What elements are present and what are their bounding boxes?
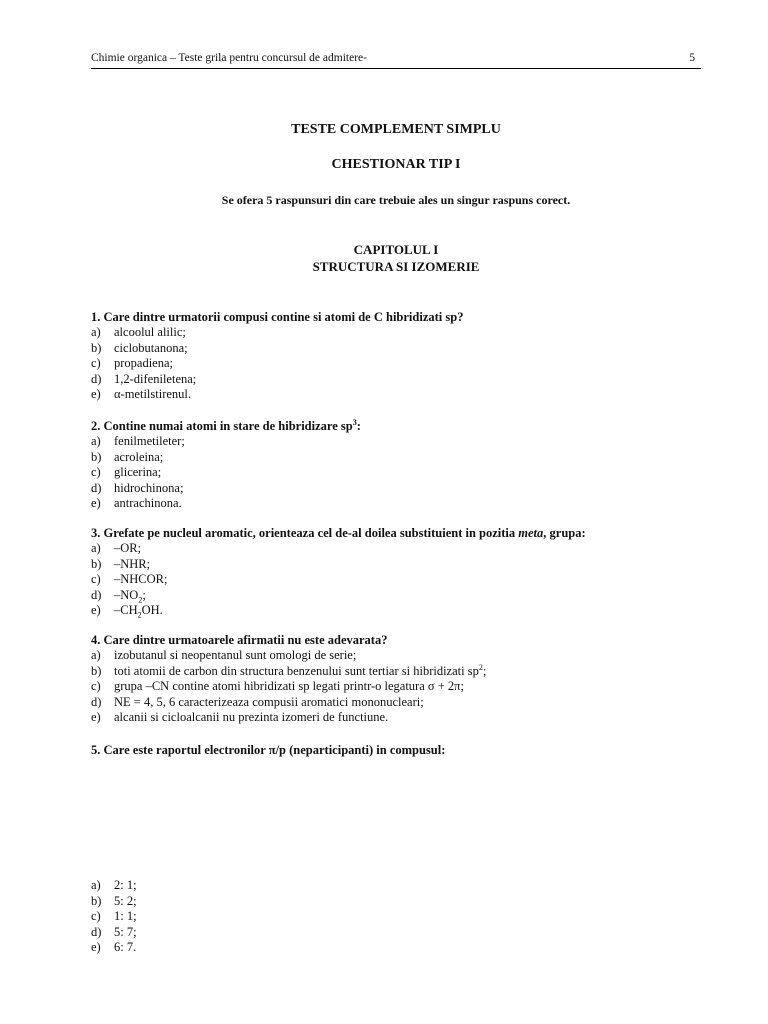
option-letter: d)	[91, 371, 102, 386]
question-text: Care este raportul electronilor π/p (neparticipanti) in compusul:	[103, 743, 446, 757]
question-4	[91, 632, 711, 726]
option-letter: b)	[91, 893, 102, 908]
option-text: alcanii si cicloalcanii nu prezinta izomeri de functiune.	[114, 710, 389, 724]
answer-option	[91, 372, 711, 388]
option-letter: e)	[91, 496, 101, 510]
option-text: glicerina;	[114, 465, 162, 479]
header-title: Chimie organica – Teste grila pentru concursul de admitere-	[91, 52, 367, 64]
option-text: antrachinona.	[114, 496, 182, 510]
option-letter: a)	[91, 434, 101, 448]
question-number: 4.	[91, 633, 101, 647]
option-letter: a)	[91, 878, 101, 892]
answer-option	[91, 664, 711, 680]
answer-option	[91, 356, 711, 372]
option-letter: c)	[91, 909, 101, 923]
question-2	[91, 418, 711, 512]
answer-option	[91, 878, 137, 894]
option-text: –NHR;	[114, 556, 151, 571]
chapter-label: CAPITOLUL I	[353, 242, 439, 257]
option-letter: c)	[91, 356, 101, 370]
answer-option	[91, 496, 711, 512]
answer-option	[91, 387, 711, 403]
chapter-heading	[91, 241, 701, 275]
answer-option	[91, 481, 711, 497]
option-text: fenilmetileter;	[114, 434, 185, 448]
option-text: –CH	[114, 603, 138, 617]
answer-option	[91, 648, 711, 664]
option-letter: a)	[91, 325, 101, 339]
question-text: Care dintre urmatorii compusi contine si atomi de C hibridizati sp?	[103, 310, 464, 324]
option-letter: a)	[91, 541, 101, 555]
answer-option	[91, 603, 711, 619]
question-number: 5.	[91, 743, 101, 757]
subscript: 2	[138, 595, 143, 604]
option-text: –NHCOR;	[114, 572, 168, 586]
option-letter: d)	[91, 480, 102, 495]
option-letter: b)	[91, 556, 102, 571]
italic-word: meta	[518, 526, 544, 540]
superscript: 2	[478, 662, 483, 672]
option-letter: a)	[91, 648, 101, 662]
question-text: Care dintre urmatoarele afirmatii nu este adevarata?	[103, 633, 388, 647]
option-letter: c)	[91, 572, 101, 586]
question-title	[91, 309, 711, 325]
question-3	[91, 525, 711, 619]
option-text: 1: 1;	[114, 909, 137, 923]
option-text: 1,2-difeniletena;	[114, 371, 197, 386]
option-letter: b)	[91, 663, 102, 678]
page-header	[91, 52, 701, 69]
option-text: alcoolul alilic;	[114, 325, 186, 339]
answer-option	[91, 572, 711, 588]
main-title: TESTE COMPLEMENT SIMPLU	[291, 122, 501, 137]
question-text: Contine numai atomi in stare de hibridizare sp	[103, 419, 353, 433]
option-text: izobutanul si neopentanul sunt omologi de serie;	[114, 648, 357, 662]
answer-option	[91, 925, 137, 941]
option-letter: e)	[91, 387, 101, 401]
option-text: NE = 4, 5, 6 caracterizeaza compusii aromatici mononucleari;	[114, 694, 424, 709]
answer-option	[91, 557, 711, 573]
option-text: grupa –CN contine atomi hibridizati sp legati printr-o legatura σ + 2π;	[114, 679, 464, 693]
chapter-title: STRUCTURA SI IZOMERIE	[312, 259, 480, 274]
page-number: 5	[689, 52, 695, 64]
question-title	[91, 418, 711, 434]
answer-option	[91, 940, 137, 956]
option-letter: c)	[91, 465, 101, 479]
question-1	[91, 309, 711, 403]
answer-option	[91, 588, 711, 604]
option-text: toti atomii de carbon din structura benzenului sunt tertiar si hibridizati sp	[114, 663, 479, 678]
question-5	[91, 742, 711, 758]
question-title	[91, 632, 711, 648]
question-number: 3.	[91, 526, 101, 540]
option-letter: d)	[91, 587, 102, 602]
option-letter: b)	[91, 449, 102, 464]
answer-option	[91, 325, 711, 341]
question-5-options	[91, 878, 137, 956]
option-letter: b)	[91, 340, 102, 355]
subscript: 2	[137, 610, 142, 620]
answer-option	[91, 894, 137, 910]
sub-title: CHESTIONAR TIP I	[331, 157, 461, 172]
instruction: Se ofera 5 raspunsuri din care trebuie ales un singur raspuns corect.	[221, 193, 571, 207]
answer-option	[91, 541, 711, 557]
answer-option	[91, 909, 137, 925]
answer-option	[91, 341, 711, 357]
option-text: α-metilstirenul.	[114, 387, 192, 401]
option-text-end: ;	[142, 587, 146, 602]
option-letter: e)	[91, 603, 101, 617]
question-title	[91, 742, 711, 758]
answer-option	[91, 679, 711, 695]
option-text: –NO	[114, 587, 139, 602]
question-text: Grefate pe nucleul aromatic, orienteaza cel de-al doilea substituient in pozitia	[103, 526, 519, 540]
option-text: hidrochinona;	[114, 480, 184, 495]
answer-option	[91, 434, 711, 450]
option-text: acroleina;	[114, 449, 164, 464]
option-text: 5: 7;	[114, 924, 137, 939]
option-text: propadiena;	[114, 356, 174, 370]
option-letter: c)	[91, 679, 101, 693]
option-letter: e)	[91, 940, 101, 954]
option-text-end: OH.	[141, 603, 163, 617]
option-letter: e)	[91, 710, 101, 724]
option-text-end: ;	[482, 663, 487, 678]
option-text: 5: 2;	[114, 893, 137, 908]
answer-option	[91, 695, 711, 711]
option-text: –OR;	[114, 541, 142, 555]
question-number: 2.	[91, 419, 101, 433]
superscript: 3	[352, 417, 357, 427]
option-text: ciclobutanona;	[114, 340, 188, 355]
answer-option	[91, 465, 711, 481]
question-text-end: , grupa:	[543, 526, 586, 540]
option-text: 6: 7.	[114, 940, 137, 954]
question-number: 1.	[91, 310, 101, 324]
question-text-end: :	[356, 419, 361, 433]
answer-option	[91, 450, 711, 466]
option-letter: d)	[91, 694, 102, 709]
answer-option	[91, 710, 711, 726]
option-letter: d)	[91, 924, 102, 939]
option-text: 2: 1;	[114, 878, 137, 892]
question-title	[91, 525, 711, 541]
